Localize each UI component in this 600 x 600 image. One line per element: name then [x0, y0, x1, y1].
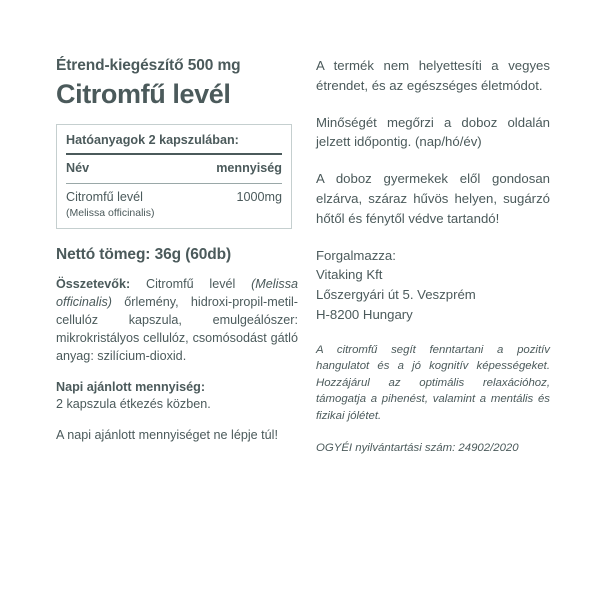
table-header-row [66, 160, 282, 179]
column-header-amount: mennyiség [216, 160, 282, 175]
daily-dose-text: 2 kapszula étkezés közben. [56, 397, 211, 412]
composition-label: Összetevők: [56, 277, 131, 292]
health-claims: A citromfű segít fenntartani a pozitív hangulatot és a jó kognitív képességeket. Hozzájárul az optimális relaxációhoz, támogatja a pihenést, valamint a mentális és fizikai jólétet. [316, 343, 550, 422]
distributor-postal-city: H-8200 Hungary [316, 306, 413, 322]
right-column [316, 56, 550, 457]
best-before-notice: Minőségét megőrzi a doboz oldalán jelzett időpontig. (nap/hó/év) [316, 114, 550, 150]
diet-disclaimer: A termék nem helyettesíti a vegyes étrendet, és az egészséges életmódot. [316, 58, 550, 93]
ingredient-amount: 1000mg [236, 190, 282, 205]
daily-dose-paragraph [56, 379, 298, 415]
table-rule-mid [66, 183, 282, 184]
distributor-label: Forgalmazza: [316, 247, 396, 263]
composition-text-2: őrlemény, hidroxi-propil-metil-cellulóz kapszula, emulgeálószer: mikrokristályos cellulóz, csomósodást gátló anyag: szilícium-dioxid. [56, 295, 298, 363]
column-header-name: Név [66, 160, 90, 175]
distributor-block [316, 246, 550, 325]
ingredient-latin-name: (Melissa officinalis) [66, 206, 155, 219]
distributor-company: Vitaking Kft [316, 267, 383, 283]
storage-instructions: A doboz gyermekek elől gondosan elzárva, száraz hűvös helyen, sugárzó hőtől és fénytől védve tartandó! [316, 171, 550, 226]
distributor-street: Lőszergyári út 5. Veszprém [316, 287, 476, 303]
dose-warning: A napi ajánlott mennyiséget ne lépje túl! [56, 428, 278, 443]
composition-paragraph [56, 276, 298, 365]
daily-dose-title: Napi ajánlott mennyiség: [56, 379, 206, 394]
net-weight: Nettó tömeg: 36g (60db) [56, 245, 232, 263]
table-rule-top [66, 153, 282, 155]
table-row [66, 189, 282, 205]
ingredient-name: Citromfű levél [66, 190, 143, 205]
composition-text-1: Citromfű levél [130, 277, 252, 292]
supplement-category-line: Étrend-kiegészítő 500 mg [56, 57, 241, 74]
registration-number: OGYÉI nyilvántartási szám: 24902/2020 [316, 442, 519, 455]
left-column [56, 56, 298, 445]
ingredients-table [56, 124, 292, 229]
page-title: Citromfű levél [56, 79, 231, 110]
composition-latin-name: (Melissa officinalis) [56, 277, 298, 310]
ingredients-table-caption: Hatóanyagok 2 kapszulában: [66, 132, 239, 147]
